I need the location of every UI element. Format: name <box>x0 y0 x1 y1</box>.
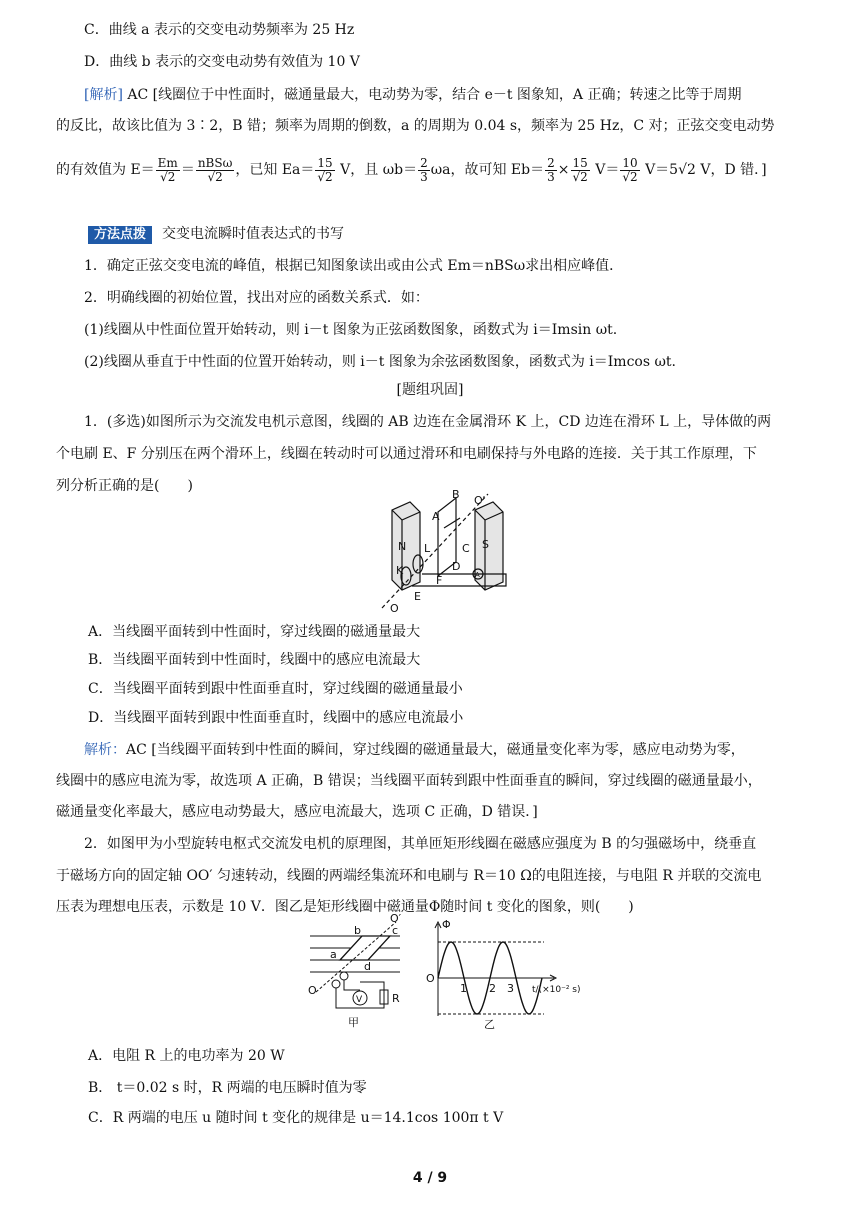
q2-option-c: C．R 两端的电压 u 随时间 t 变化的规律是 u＝14.1cos 100π t V <box>88 1110 504 1126</box>
q1-option-d: D．当线圈平面转到跟中性面垂直时，线圈中的感应电流最小 <box>88 710 464 726</box>
q1-answer-line-1 <box>84 740 776 760</box>
q1-answer-line-3: 磁通量变化率最大，感应电动势最大，感应电流最大，选项 C 正确，D 错误．] <box>56 804 538 820</box>
analysis-line-1 <box>84 85 776 105</box>
q1-line-1: 1．(多选)如图所示为交流发电机示意图，线圈的 AB 边连在金属滑环 K 上，CD 边连在滑环 L 上，导体做的两 <box>84 414 772 430</box>
fig1-label: D <box>452 560 461 573</box>
analysis-line-3 <box>56 150 776 194</box>
tick-label: 3 <box>507 982 514 995</box>
fraction: $\frac{15}{√2}$ <box>572 155 588 184</box>
q2-line-2: 于磁场方向的固定轴 OO′ 匀速转动，线圈的两端经集流环和电刷与 R＝10 Ω的电阻连接，与电阻 R 并联的交流电 <box>56 868 762 884</box>
eq-text: 的有效值为 E＝ <box>56 162 155 178</box>
fig1-label: L <box>424 542 431 555</box>
q1-line-2: 个电刷 E、F 分别压在两个滑环上，线圈在转动时可以通过滑环和电刷保持与外电路的连接．关于其工作原理，下 <box>56 446 757 462</box>
fig2-caption-right: 乙 <box>484 1018 495 1031</box>
eq-text: ，已知 Ea＝ <box>235 162 315 178</box>
fig2-caption-left: 甲 <box>348 1016 359 1029</box>
q2-option-a: A．电阻 R 上的电功率为 20 W <box>88 1048 285 1064</box>
analysis-text: AC [线圈位于中性面时，磁通量最大，电动势为零，结合 e－t 图象知，A 正确；转速之比等于周期 <box>127 87 742 103</box>
fraction: $\frac{15}{√2}$ <box>317 155 333 184</box>
origin-label: O <box>426 972 435 985</box>
fig2-label: d <box>364 960 371 973</box>
page-number: 4 / 9 <box>412 1170 448 1186</box>
method-2: 2．明确线圈的初始位置，找出对应的函数关系式．如： <box>84 290 429 306</box>
method-1: 1．确定正弦交变电流的峰值，根据已知图象读出或由公式 Em＝nBSω求出相应峰值． <box>84 258 624 274</box>
eq-text: × <box>557 162 570 178</box>
fig2-label: R <box>392 992 400 1005</box>
fig1-label: E <box>414 590 421 603</box>
tick-label: 2 <box>489 982 496 995</box>
analysis-tag: [解析] <box>84 87 123 103</box>
generator-schematic-figure <box>300 910 412 1030</box>
q1-option-c: C．当线圈平面转到跟中性面垂直时，穿过线圈的磁通量最小 <box>88 681 463 697</box>
eq-text: V＝5√2 V，D 错．] <box>640 162 767 178</box>
eq-text: V＝ <box>590 162 620 178</box>
method-header <box>88 224 776 244</box>
method-title: 交变电流瞬时值表达式的书写 <box>162 226 345 242</box>
fig1-label: F <box>436 574 443 587</box>
fig1-label: K <box>396 564 404 577</box>
eq-text: ＝ <box>180 162 195 178</box>
method-3: (1)线圈从中性面位置开始转动，则 i－t 图象为正弦函数图象，函数式为 i＝Imsin ωt. <box>84 322 618 338</box>
fraction: $\frac{\text{nBSω}}{√2}$ <box>197 155 233 184</box>
fig1-label: C <box>462 542 470 555</box>
section-title: [题组巩固] <box>396 382 464 398</box>
fig1-label: B <box>452 490 460 501</box>
tick-label: 1 <box>460 982 467 995</box>
fig2-label: O′ <box>390 912 402 925</box>
fig2-label: a <box>330 948 337 961</box>
method-4: (2)线圈从垂直于中性面的位置开始转动，则 i－t 图象为余弦函数图象，函数式为 i＝Imcos ωt. <box>84 354 676 370</box>
option-d-prev: D．曲线 b 表示的交变电动势有效值为 10 V <box>84 54 360 70</box>
q2-line-1: 2．如图甲为小型旋转电枢式交流发电机的原理图，其单匝矩形线圈在磁感应强度为 B 的匀强磁场中，绕垂直 <box>84 836 757 852</box>
method-badge: 方法点拨 <box>88 226 152 244</box>
analysis-line-2: 的反比，故该比值为 3∶2，B 错；频率为周期的倒数，a 的周期为 0.04 s，频率为 25 Hz，C 对；正弦交变电动势 <box>56 118 775 134</box>
fraction: $\frac{2}{3}$ <box>547 155 555 184</box>
generator-figure <box>360 490 520 615</box>
fig1-label: S <box>482 538 489 551</box>
fig2-label: O <box>308 984 317 997</box>
fraction: $\frac{Em}{√2}$ <box>157 155 178 184</box>
answer-text: AC [当线圈平面转到中性面的瞬间，穿过线圈的磁通量最大，磁通量变化率为零，感应电动势为零， <box>126 742 745 758</box>
t-axis-label: t/(×10⁻² s) <box>532 985 581 995</box>
fig2-label: V <box>356 995 363 1005</box>
phi-axis-label: Φ <box>442 918 451 931</box>
fig2-label: c <box>392 924 399 937</box>
fig2-label: b <box>354 924 361 937</box>
fig1-label: O′ <box>474 494 486 507</box>
q2-line-3: 压表为理想电压表，示数是 10 V．图乙是矩形线圈中磁通量Φ随时间 t 变化的图象，则( ) <box>56 899 634 915</box>
eq-text: ωa，故可知 Eb＝ <box>430 162 545 178</box>
q1-line-3: 列分析正确的是( ) <box>56 478 193 494</box>
eq-text: V，且 ωb＝ <box>335 162 418 178</box>
fraction: $\frac{10}{√2}$ <box>622 155 638 184</box>
fig1-label: N <box>398 540 407 553</box>
answer-tag: 解析： <box>84 742 126 758</box>
option-c-prev: C．曲线 a 表示的交变电动势频率为 25 Hz <box>84 22 355 38</box>
flux-graph-figure <box>424 916 624 1032</box>
fraction: $\frac{2}{3}$ <box>420 155 428 184</box>
q1-answer-line-2: 线圈中的感应电流为零，故选项 A 正确，B 错误；当线圈平面转到跟中性面垂直的瞬间，穿过线圈的磁通量最小， <box>56 773 762 789</box>
fig1-label: A <box>475 571 480 579</box>
fig1-label: O <box>390 602 399 615</box>
q1-option-b: B．当线圈平面转到中性面时，线圈中的感应电流最大 <box>88 652 421 668</box>
fig1-label: A <box>432 510 440 523</box>
q1-option-a: A．当线圈平面转到中性面时，穿过线圈的磁通量最大 <box>88 624 421 640</box>
q2-option-b: B． t＝0.02 s 时，R 两端的电压瞬时值为零 <box>88 1080 367 1096</box>
